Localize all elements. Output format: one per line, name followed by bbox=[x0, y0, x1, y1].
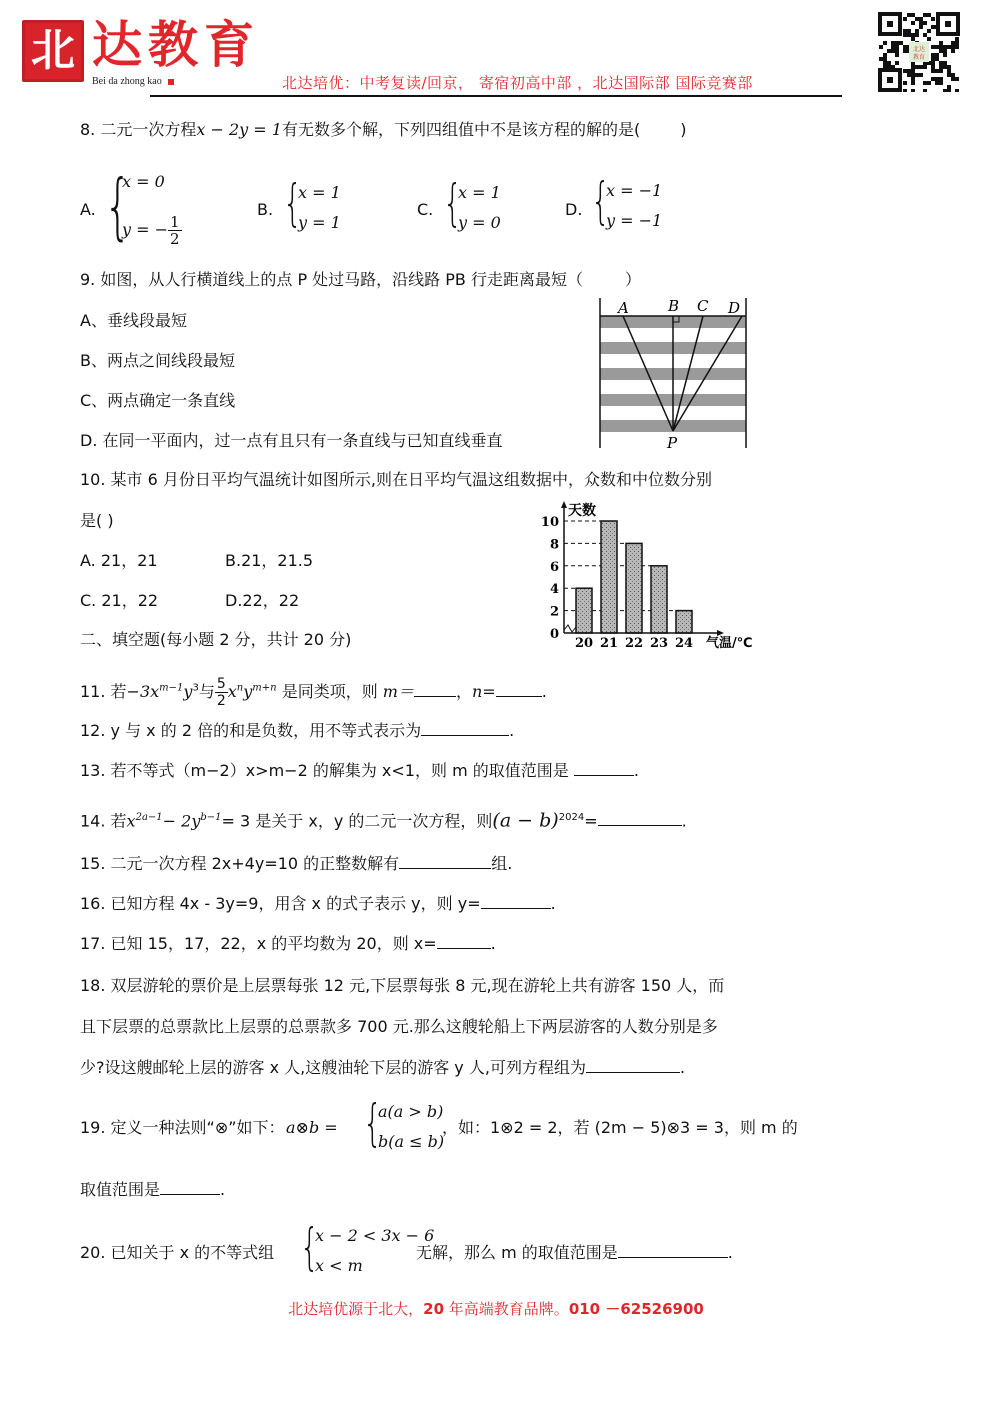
q15-text: 15. 二元一次方程 2x+4y=10 的正整数解有 bbox=[80, 854, 400, 873]
x-tick-label: 23 bbox=[649, 636, 669, 651]
q19-case1: a(a > b) bbox=[378, 1102, 444, 1121]
q20-suffix-text: 无解，那么 m 的取值范围是 bbox=[416, 1243, 618, 1262]
label-b: B bbox=[668, 297, 680, 315]
answer-blank[interactable] bbox=[160, 1180, 220, 1195]
label-p: P bbox=[667, 434, 678, 452]
q11-term1: −3x bbox=[126, 682, 160, 701]
q8-option-a-line2 bbox=[122, 214, 182, 247]
q16-end: . bbox=[550, 894, 556, 913]
q13-text: 13. 若不等式（m−2）x>m−2 的解集为 x<1，则 m 的取值范围是 bbox=[80, 761, 569, 780]
y-tick-label: 4 bbox=[549, 582, 559, 598]
y-tick-label: 8 bbox=[549, 537, 559, 553]
header-slogan: 北达培优：中考复读/回京， 寄宿初高中部 ，北达国际部 国际竞赛部 bbox=[282, 74, 753, 92]
q13-end: . bbox=[633, 761, 639, 780]
answer-blank[interactable] bbox=[618, 1243, 728, 1258]
q11-sep: ， bbox=[455, 682, 472, 701]
q16-text: 16. 已知方程 4x - 3y=9，用含 x 的式子表示 y，则 y= bbox=[80, 894, 481, 913]
footer-phone: 010 －62526900 bbox=[568, 1300, 704, 1318]
logo-subtitle bbox=[92, 76, 174, 87]
answer-blank[interactable] bbox=[481, 894, 551, 909]
y-tick-label: 0 bbox=[549, 627, 559, 642]
y-tick-label: 6 bbox=[549, 559, 559, 575]
q20-suffix bbox=[416, 1243, 733, 1263]
q16 bbox=[80, 894, 556, 914]
footer-text: 北达培优源于北大， bbox=[288, 1300, 424, 1318]
q9-stem bbox=[80, 270, 641, 290]
q15-end: 组. bbox=[491, 854, 513, 873]
q11-exp: m−1 bbox=[159, 682, 184, 694]
answer-blank[interactable] bbox=[586, 1058, 680, 1073]
footer bbox=[0, 1298, 992, 1319]
q19-line2-text: 取值范围是 bbox=[80, 1180, 161, 1199]
q10-option-a: A. 21，21 bbox=[80, 551, 158, 570]
q10-stem-line2: 是( ) bbox=[80, 511, 114, 530]
answer-blank[interactable] bbox=[496, 682, 542, 697]
q10-stem: 10. 某市 6 月份日平均气温统计如图所示,则在日平均气温这组数据中，众数和中位数分别 bbox=[80, 470, 712, 489]
x-tick-label: 21 bbox=[599, 636, 619, 651]
qr-center-text: 北达 bbox=[912, 46, 926, 53]
q12-end: . bbox=[509, 721, 515, 740]
answer-blank[interactable] bbox=[421, 721, 509, 736]
bar-21 bbox=[601, 521, 617, 633]
q15 bbox=[80, 854, 512, 874]
q8-option-d-label: D. bbox=[565, 200, 583, 219]
q14 bbox=[80, 808, 687, 831]
q14-expr: (a − b) bbox=[492, 809, 559, 832]
bar-22 bbox=[626, 543, 642, 633]
fraction-denominator: 2 bbox=[170, 230, 180, 248]
q18-line2: 且下层票的总票款比上层票的总票款多 700 元.那么这艘轮船上下两层游客的人数分别是多 bbox=[80, 1017, 718, 1036]
q8-option-b-label: B. bbox=[257, 200, 274, 219]
q19-line2 bbox=[80, 1180, 225, 1200]
logo-title: 达教育 bbox=[92, 15, 260, 74]
q8-option-a-label: A. bbox=[80, 200, 96, 219]
q11-y: y bbox=[183, 682, 193, 701]
answer-blank[interactable] bbox=[399, 854, 491, 869]
logo-char: 北 bbox=[31, 25, 75, 76]
fraction bbox=[215, 676, 228, 709]
q11-num: 11. 若 bbox=[80, 682, 127, 701]
q18-line1: 18. 双层游轮的票价是上层票每张 12 元,下层票每张 8 元,现在游轮上共有游客 150 人，而 bbox=[80, 976, 725, 995]
q8-option-d-line2: y = −1 bbox=[606, 211, 663, 230]
q11-x: x bbox=[227, 682, 237, 701]
y-tick-label: 10 bbox=[540, 515, 559, 530]
bar-23 bbox=[651, 566, 667, 633]
q19-prefix: 19. 定义一种法则“⊗”如下： bbox=[80, 1118, 285, 1137]
q9-option-b: B、两点之间线段最短 bbox=[80, 351, 235, 370]
q8-option-c-line2: y = 0 bbox=[458, 213, 501, 232]
answer-blank[interactable] bbox=[574, 761, 634, 776]
q11-n-label: n= bbox=[472, 682, 496, 701]
q13 bbox=[80, 761, 639, 781]
q14-x: x bbox=[126, 811, 136, 831]
x-tick-label: 22 bbox=[624, 636, 644, 651]
q11-mid: 是同类项，则 bbox=[281, 682, 378, 701]
label-a: A bbox=[618, 299, 629, 317]
q20-prefix: 20. 已知关于 x 的不等式组 bbox=[80, 1243, 275, 1262]
q8-option-a-line2-prefix: y = − bbox=[122, 220, 169, 239]
q11-end: . bbox=[541, 682, 547, 701]
q11-conj: 与 bbox=[198, 682, 215, 701]
q19-suffix: ，如：1⊗2 = 2，若 (2m − 5)⊗3 = 3，则 m 的 bbox=[442, 1118, 798, 1137]
q19-lhs: a⊗b = bbox=[286, 1118, 338, 1137]
axis-break-icon bbox=[564, 625, 576, 632]
q10-option-b: B.21，21.5 bbox=[225, 551, 314, 570]
q12-text: 12. y 与 x 的 2 倍的和是负数，用不等式表示为 bbox=[80, 721, 422, 740]
q8-option-c-line1: x = 1 bbox=[458, 183, 501, 202]
q20-case2: x < m bbox=[315, 1256, 363, 1275]
brace-icon: { bbox=[283, 174, 303, 232]
label-d: D bbox=[728, 299, 741, 317]
label-c: C bbox=[697, 297, 709, 315]
q8-option-b-line2: y = 1 bbox=[298, 213, 341, 232]
q20-end: . bbox=[727, 1243, 733, 1262]
q8-close-paren: ) bbox=[680, 120, 687, 139]
q11-exp: 3 bbox=[192, 682, 199, 694]
q11-y: y bbox=[243, 682, 253, 701]
answer-blank[interactable] bbox=[437, 934, 491, 949]
answer-blank[interactable] bbox=[414, 682, 456, 697]
q11-exp: n bbox=[236, 682, 244, 694]
y-tick-label: 2 bbox=[549, 604, 559, 620]
x-tick-label: 24 bbox=[674, 636, 694, 651]
q9-option-a: A、垂线段最短 bbox=[80, 311, 187, 330]
fraction-numerator: 1 bbox=[170, 213, 180, 231]
bar-24 bbox=[676, 611, 692, 633]
q10-option-c: C. 21，22 bbox=[80, 591, 159, 610]
q9-close-paren: ） bbox=[624, 270, 641, 289]
q18-end: . bbox=[679, 1058, 686, 1077]
q8-stem bbox=[80, 120, 686, 140]
brace-icon: { bbox=[591, 172, 611, 230]
q11 bbox=[80, 676, 547, 709]
section-title: 二、填空题(每小题 2 分，共计 20 分) bbox=[80, 630, 352, 649]
x-axis-label: 气温/℃ bbox=[706, 636, 753, 651]
qr-code-icon bbox=[878, 12, 960, 92]
q19-end: . bbox=[220, 1180, 226, 1199]
brace-icon: { bbox=[443, 174, 463, 232]
brace-icon: { bbox=[104, 164, 132, 248]
logo-square-icon bbox=[168, 79, 174, 85]
q11-exp: m+n bbox=[252, 682, 277, 694]
brace-icon: { bbox=[363, 1094, 383, 1152]
q11-m-label: m＝ bbox=[382, 682, 414, 701]
q14-end: . bbox=[681, 811, 687, 831]
q14-eq: = bbox=[584, 811, 598, 831]
y-axis-arrow-icon bbox=[561, 501, 567, 508]
q9-stem-text: 9. 如图，从人行横道线上的点 P 处过马路，沿线路 PB 行走距离最短（ bbox=[80, 270, 583, 289]
q14-mid1: − 2y bbox=[162, 811, 201, 831]
q8-equation: x − 2y = 1 bbox=[196, 120, 282, 139]
logo-mark bbox=[22, 20, 84, 82]
q14-prefix: 14. 若 bbox=[80, 811, 127, 831]
q20-case1: x − 2 < 3x − 6 bbox=[315, 1226, 435, 1245]
q8-stem-prefix: 8. 二元一次方程 bbox=[80, 120, 197, 139]
q8-option-d-line1: x = −1 bbox=[606, 181, 663, 200]
temperature-bar-chart bbox=[530, 495, 770, 655]
q18-line3 bbox=[80, 1058, 685, 1078]
logo-subtitle-text: Bei da zhong kao bbox=[92, 76, 162, 87]
q17-end: . bbox=[490, 934, 496, 953]
fraction-denominator: 2 bbox=[216, 693, 226, 709]
fraction bbox=[168, 214, 182, 247]
q12 bbox=[80, 721, 514, 741]
crosswalk-figure bbox=[590, 294, 760, 454]
bar-20 bbox=[576, 588, 592, 633]
answer-blank[interactable] bbox=[598, 811, 682, 826]
q10-option-d: D.22，22 bbox=[225, 591, 300, 610]
y-axis-label: 天数 bbox=[568, 503, 596, 519]
footer-text: 年高端教育品牌。 bbox=[444, 1300, 569, 1318]
q19-case2: b(a ≤ b) bbox=[378, 1132, 445, 1151]
q9-option-d: D. 在同一平面内，过一点有且只有一条直线与已知直线垂直 bbox=[80, 431, 503, 450]
q17-text: 17. 已知 15，17，22，x 的平均数为 20，则 x= bbox=[80, 934, 437, 953]
q8-stem-suffix: 有无数多个解，下列四组值中不是该方程的解的是( bbox=[281, 120, 641, 139]
x-tick-label: 20 bbox=[574, 636, 594, 651]
q8-option-b-line1: x = 1 bbox=[298, 183, 341, 202]
footer-bold: 20 bbox=[423, 1300, 445, 1318]
q9-option-c: C、两点确定一条直线 bbox=[80, 391, 236, 410]
brace-icon: { bbox=[300, 1218, 320, 1276]
q14-exp: b−1 bbox=[200, 812, 222, 823]
q8-option-c-label: C. bbox=[417, 200, 434, 219]
q14-exp: 2a−1 bbox=[135, 812, 163, 823]
q8-option-a-line1: x = 0 bbox=[122, 172, 165, 191]
q18-line3-text: 少?设这艘邮轮上层的游客 x 人,这艘油轮下层的游客 y 人,可列方程组为 bbox=[80, 1058, 586, 1077]
q14-exp: 2024 bbox=[558, 812, 585, 823]
fraction-numerator: 5 bbox=[216, 676, 226, 692]
header-divider bbox=[150, 95, 842, 97]
q17 bbox=[80, 934, 496, 954]
q14-mid2: = 3 是关于 x，y 的二元一次方程，则 bbox=[221, 811, 493, 831]
qr-center-text-2: 教育 bbox=[912, 54, 926, 61]
